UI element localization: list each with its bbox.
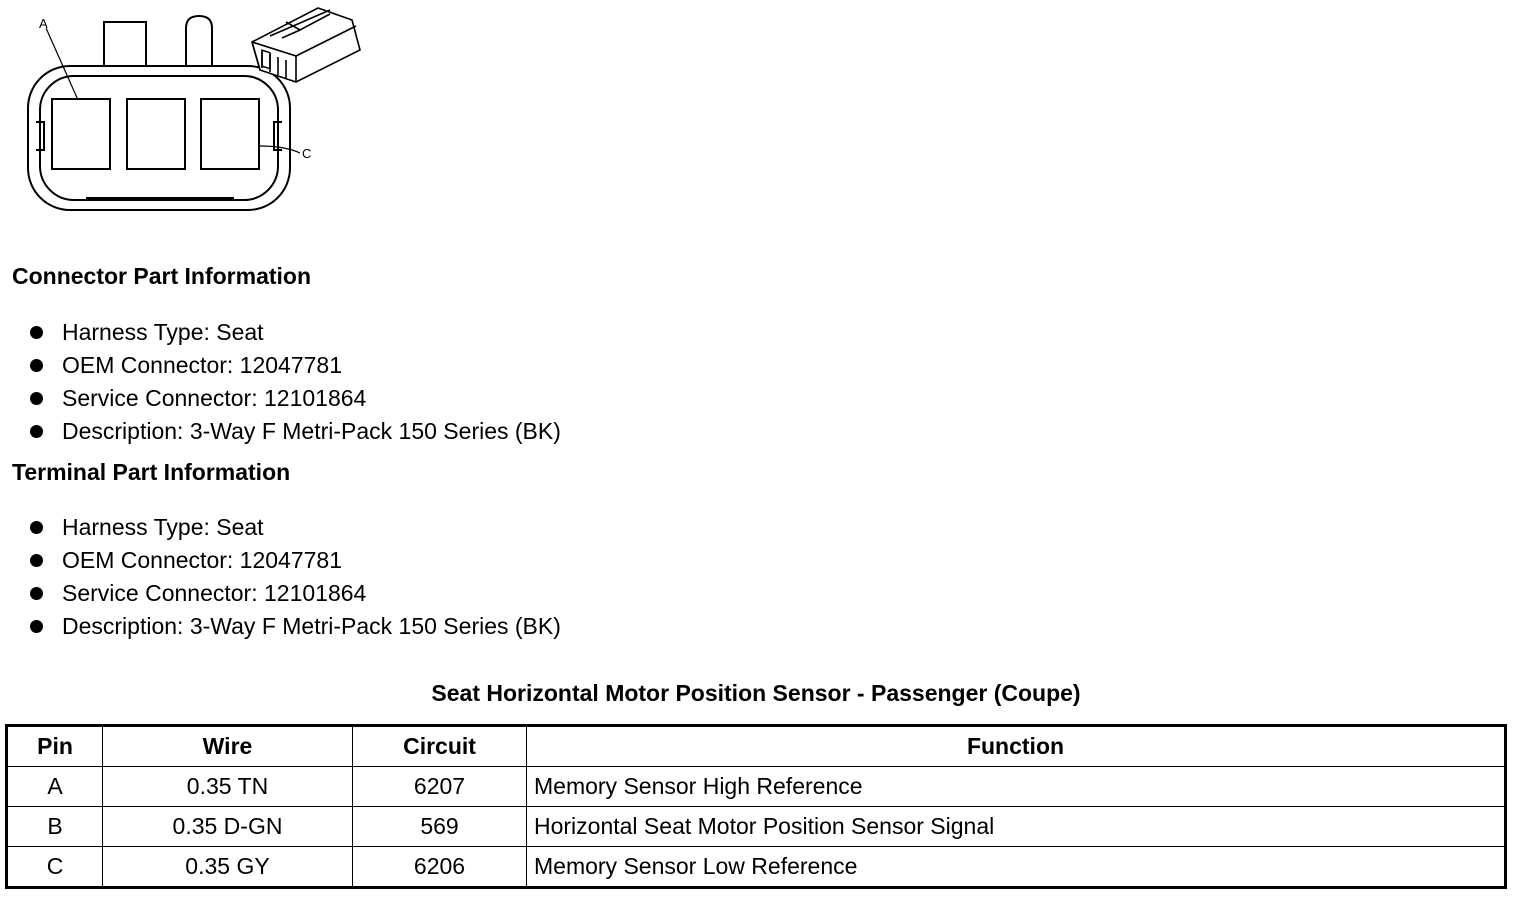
table-header-row bbox=[7, 726, 1506, 767]
bullet-icon bbox=[30, 326, 43, 339]
list-item-text: Service Connector: 12101864 bbox=[62, 385, 367, 411]
function-cell: Horizontal Seat Motor Position Sensor Signal bbox=[527, 807, 1506, 847]
pin-cell: B bbox=[7, 807, 103, 847]
list-item-text: OEM Connector: 12047781 bbox=[62, 547, 343, 573]
function-cell: Memory Sensor Low Reference bbox=[527, 847, 1506, 888]
function-cell: Memory Sensor High Reference bbox=[527, 767, 1506, 807]
list-item bbox=[0, 316, 561, 349]
table-row bbox=[7, 767, 1506, 807]
pin-cell: A bbox=[7, 767, 103, 807]
terminal-part-info-list bbox=[0, 511, 561, 643]
bullet-icon bbox=[30, 521, 43, 534]
list-item-text: OEM Connector: 12047781 bbox=[62, 352, 343, 378]
circuit-cell: 569 bbox=[353, 807, 527, 847]
pin-label-c: C bbox=[302, 146, 312, 161]
wire-cell: 0.35 TN bbox=[103, 767, 353, 807]
column-header-wire: Wire bbox=[103, 726, 353, 767]
list-item bbox=[0, 544, 561, 577]
circuit-cell: 6207 bbox=[353, 767, 527, 807]
list-item-text: Description: 3-Way F Metri-Pack 150 Series (BK) bbox=[62, 613, 561, 639]
connector-part-info-list bbox=[0, 316, 561, 448]
list-item-text: Service Connector: 12101864 bbox=[62, 580, 367, 606]
list-item-text: Harness Type: Seat bbox=[62, 319, 264, 345]
list-item-text: Description: 3-Way F Metri-Pack 150 Series (BK) bbox=[62, 418, 561, 444]
bullet-icon bbox=[30, 392, 43, 405]
list-item bbox=[0, 511, 561, 544]
wire-cell: 0.35 D-GN bbox=[103, 807, 353, 847]
list-item bbox=[0, 415, 561, 448]
connector-perspective-icon bbox=[252, 8, 360, 82]
column-header-function: Function bbox=[527, 726, 1506, 767]
list-item bbox=[0, 382, 561, 415]
terminal-part-info-heading: Terminal Part Information bbox=[12, 459, 291, 485]
bullet-icon bbox=[30, 620, 43, 633]
pin-cell: C bbox=[7, 847, 103, 888]
list-item-text: Harness Type: Seat bbox=[62, 514, 264, 540]
bullet-icon bbox=[30, 359, 43, 372]
connector-part-info-heading: Connector Part Information bbox=[12, 263, 312, 289]
wire-cell: 0.35 GY bbox=[103, 847, 353, 888]
pin-label-a: A bbox=[39, 16, 48, 31]
list-item bbox=[0, 610, 561, 643]
circuit-cell: 6206 bbox=[353, 847, 527, 888]
bullet-icon bbox=[30, 554, 43, 567]
bullet-icon bbox=[30, 587, 43, 600]
table-row bbox=[7, 847, 1506, 888]
table-row bbox=[7, 807, 1506, 847]
column-header-circuit: Circuit bbox=[353, 726, 527, 767]
table-title: Seat Horizontal Motor Position Sensor - Passenger (Coupe) bbox=[431, 680, 1081, 706]
connector-diagram bbox=[0, 0, 380, 230]
list-item bbox=[0, 577, 561, 610]
pinout-table bbox=[5, 724, 1507, 889]
bullet-icon bbox=[30, 425, 43, 438]
list-item bbox=[0, 349, 561, 382]
column-header-pin: Pin bbox=[7, 726, 103, 767]
